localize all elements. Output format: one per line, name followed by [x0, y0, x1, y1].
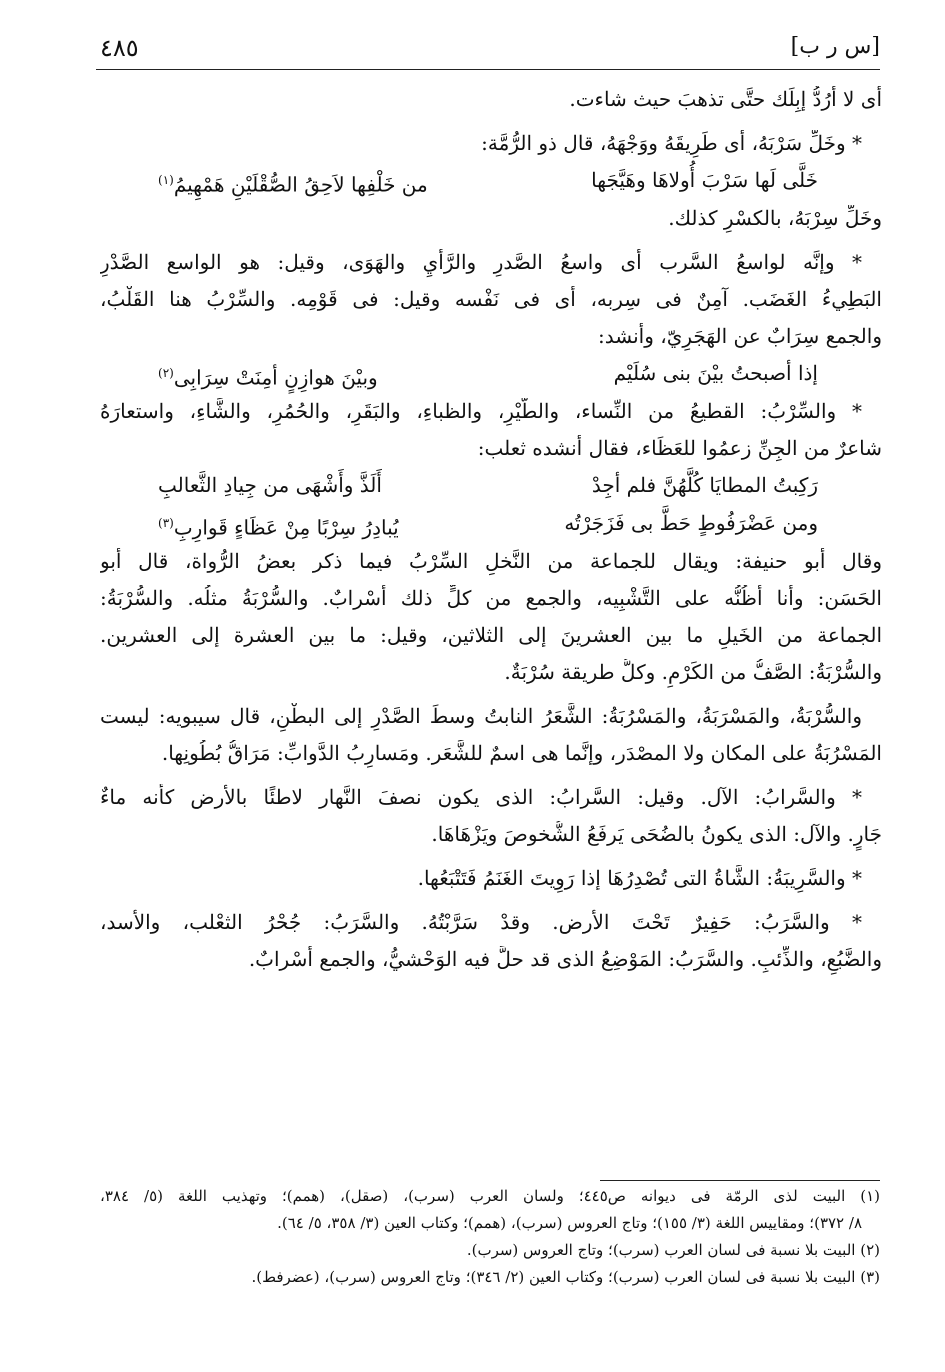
footnote: (١) البيت لذى الرمّة فى ديوانه ص٤٤٥؛ ولسان العرب (سرب)، (صقل)، (همم)؛ وتهذيب اللغة (٥/ ٣٨٤، — [100, 1187, 880, 1205]
text-line: أى لا أرُدُّ إبِلَك حتَّى تذهبَ حيث شاءت. — [569, 87, 882, 111]
footnote: (٣) البيت بلا نسبة فى لسان العرب (سرب)؛ وكتاب العين (٢/ ٣٤٦)؛ وتاج العروس (سرب)، (عضرفط). — [251, 1268, 880, 1286]
root-label: [س ر ب] — [790, 34, 880, 59]
entry-body — [100, 86, 882, 983]
text-line: الحَسَن: وأنا أظُنُّه على التَّشْبِيه، والجمع من كلٍّ ذلك أسْرابٌ. والسُّرْبَةُ مثلُه. والسُّرْبَةُ: — [100, 586, 882, 610]
text-line: * والسَّرِيبَةُ: الشَّاةُ التى تُصْدِرُهَا إذا رَوِيتَ الغَنَمُ فَتَتْبَعُها. — [417, 866, 862, 890]
footnote-ref: (٢) — [158, 366, 174, 380]
verse-first-hemistich: رَكِبتُ المطايَا كُلَّهُنَّ فلم أجِدْ — [591, 473, 818, 497]
text-line: * والسَّرَبُ: حَفِيرٌ تَحْتَ الأرض. وقدْ سَرَّبْتُهُ. والسَّرَبُ: جُحْرُ الثعْلب، والأسد، — [100, 910, 862, 934]
text-line: والجمع سِرَابٌ عن الهَجَرِيّ، وأنشد: — [598, 324, 882, 348]
verse-second-hemistich — [158, 360, 378, 391]
verse-first-hemistich: ومن عَضْرَفُوطٍ حَطَّ بى فَزَجَرْتُه — [564, 511, 818, 535]
text-line: الجماعة من الخَيلِ ما بين العشرينَ إلى الثلاثين، وقيل: ما بين العشرة إلى العشرين. — [100, 623, 882, 647]
text-line: * والسَّرابُ: الآل. وقيل: السَّرابُ: الذى يكون نصفَ النَّهار لاطئًا بالأرض كأنه ماءٌ — [100, 785, 862, 809]
text-line: البَطِيءُ الغَضَب. آمِنٌ فى سِربه، أى فى نَفْسه وقيل: فى قَوْمِه. والسِّرْبُ هنا القَلْبُ، — [100, 287, 882, 311]
footnotes — [100, 1186, 880, 1294]
footnote-continuation: ٨/ ٣٧٢)؛ ومقاييس اللغة (٣/ ١٥٥)؛ وتاج العروس (سرب)، (همم)؛ وكتاب العين (٣/ ٣٥٨، ٥/ ٦٤). — [277, 1214, 862, 1232]
text-line: والسُّرْبَةُ: الصَّفُّ من الكَرْمِ. وكلُّ طريقة سُرْبَةٌ. — [504, 660, 882, 684]
text-line: جَارٍ. والآل: الذى يكونُ بالضُحَى يَرفَعُ الشُّخوصَ ويَزْهَاهَا. — [431, 822, 882, 846]
text-line: والضَّبُعِ، والذِّئبِ. والسَّرَبُ: المَوْضِعُ الذى قد حلَّ فيه الوَحْشيُّ، والجمع أسْرابٌ. — [248, 947, 882, 971]
verse — [100, 360, 882, 398]
header-rule — [96, 69, 880, 70]
text-line: وخَلِّ سِرْبَهُ، بالكسْرِ كذلك. — [668, 206, 882, 230]
verse-second-hemistich: أَلَذَّ وأَشْهَى من جِيادِ الثَّعالبِ — [158, 473, 382, 497]
footnote-separator — [600, 1180, 880, 1181]
text-line: وقال أبو حنيفة: ويقال للجماعة من النَّخلِ السِّرْبُ فيما ذكر بعضُ الرُّواة، قال أبو — [100, 549, 882, 573]
footnote-ref: (١) — [158, 173, 174, 187]
verse — [100, 510, 882, 548]
verse-first-hemistich: خَلَّى لَها سَرْبَ أُولاهَا وهَيَّجَها — [591, 168, 818, 192]
text-line: المَسْرُبَةُ على المكان ولا المصْدَر، وإنَّما هى اسمٌ للشَّعَر. ومَسارِبُ الدَّوابِّ: مَرَاقُّ بُطُونِها. — [161, 741, 882, 765]
verse — [100, 167, 882, 205]
text-line: * والسِّرْبُ: القطيعُ من النِّساء، والطَّيْرِ، والظباءِ، والبَقَرِ، والحُمُرِ، والشَّاءِ، واستعارَهُ — [100, 399, 862, 423]
text-line: * وإنَّه لواسعُ السَّرب أى واسعُ الصَّدرِ والرَّأْيِ والهَوَى، وقيل: هو الواسع الصَّدْرِ — [100, 250, 862, 274]
verse-second-hemistich — [158, 510, 399, 541]
text-line: شاعرٌ من الجِنِّ زعمُوا للعَظَاء، فقال أنشده ثعلب: — [477, 436, 882, 460]
verse-second-hemistich — [158, 167, 428, 198]
footnote-ref: (٣) — [158, 516, 174, 530]
hemistich-text: من خَلْفِها لاَحِقُ الصُّقْلَيْنِ هَمْهِيمُ — [173, 172, 428, 197]
text-line: والسُّرْبَةُ، والمَسْرَبَةُ، والمَسْرُبَةُ: الشَّعَرُ النابتُ وسطَ الصَّدْرِ إلى البطْنِ، قال سيبويه: ليست — [100, 704, 862, 728]
hemistich-text: وبيْنَ هوازِنٍ أمِنَتْ سِرَابِى — [173, 365, 378, 390]
footnote: (٢) البيت بلا نسبة فى لسان العرب (سرب)؛ وتاج العروس (سرب). — [466, 1241, 880, 1259]
verse-first-hemistich: إذا أصبحتُ بيْنَ بنى سُلَيْم — [613, 361, 818, 385]
verse — [100, 472, 882, 510]
hemistich-text: يُبادِرُ سِرْبًا مِنْ عَظَاءٍ قَوارِبِ — [173, 515, 399, 540]
text-line: * وخَلِّ سَرْبَهُ، أى طَرِيقَهُ ووَجْهَهُ، قال ذو الرُّمَّة: — [481, 131, 862, 155]
running-header — [100, 34, 880, 68]
page-number: ٤٨٥ — [100, 34, 139, 62]
